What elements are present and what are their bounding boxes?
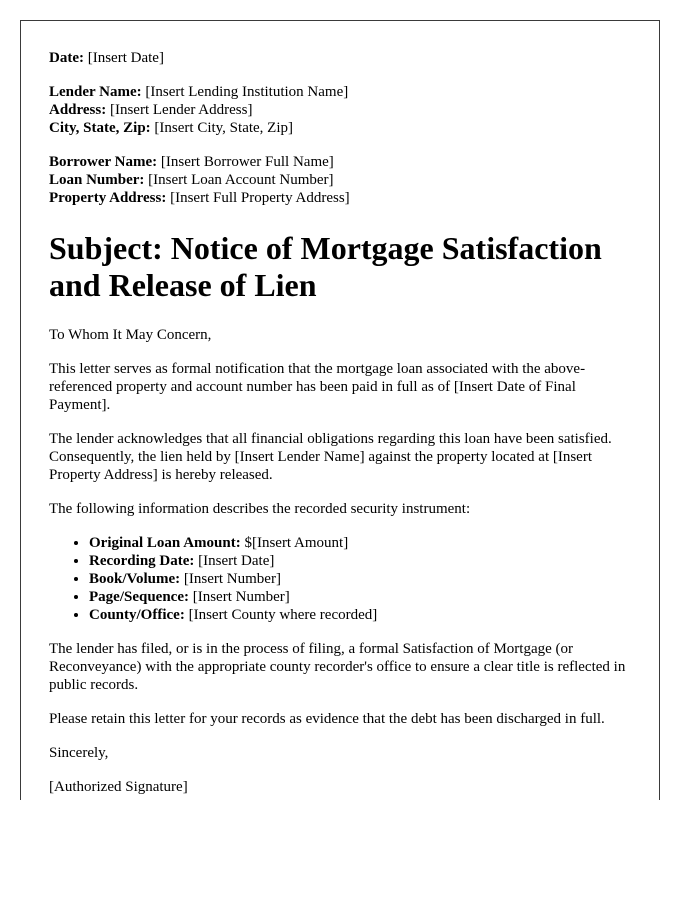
subject-heading: Subject: Notice of Mortgage Satisfaction and Release of Lien (49, 230, 602, 303)
letter-page (20, 20, 660, 800)
list-item-value: $[Insert Amount] (244, 535, 349, 551)
paragraph-instrument-intro: The following information describes the recorded security instrument: (49, 501, 471, 517)
date-value: [Insert Date] (87, 50, 164, 66)
loan-number-line (49, 171, 634, 189)
property-address-line (49, 189, 634, 207)
list-item-value: [Insert Date] (198, 553, 275, 569)
borrower-block (49, 153, 634, 207)
paragraph-lien-release: The lender acknowledges that all financial obligations regarding this loan have been satisfied. Consequently, the lien held by [Insert Lender Name] against the property located at [Insert Property Address] is hereby released. (49, 431, 612, 483)
list-item (89, 570, 634, 588)
list-item-label: Book/Volume: (89, 571, 181, 587)
lender-name-line (49, 83, 634, 101)
list-item (89, 606, 634, 624)
date-line (49, 49, 634, 67)
borrower-name-value: [Insert Borrower Full Name] (160, 154, 334, 170)
borrower-name-label: Borrower Name: (49, 154, 158, 170)
loan-number-value: [Insert Loan Account Number] (148, 172, 334, 188)
list-item-label: Page/Sequence: (89, 589, 189, 605)
list-item-value: [Insert Number] (183, 571, 281, 587)
lender-city-label: City, State, Zip: (49, 120, 151, 136)
date-block (49, 49, 634, 67)
date-label: Date: (49, 50, 84, 66)
lender-name-value: [Insert Lending Institution Name] (145, 84, 349, 100)
property-address-value: [Insert Full Property Address] (170, 190, 350, 206)
lender-name-label: Lender Name: (49, 84, 142, 100)
paragraph-payment-notice: This letter serves as formal notification that the mortgage loan associated with the above-referenced property and account number has been paid in full as of [Insert Date of Final Payment]. (49, 361, 586, 413)
borrower-name-line (49, 153, 634, 171)
list-item (89, 534, 634, 552)
list-item (89, 552, 634, 570)
lender-city-value: [Insert City, State, Zip] (154, 120, 294, 136)
paragraph-filing-notice: The lender has filed, or is in the process of filing, a formal Satisfaction of Mortgage (or Reconveyance) with the appropriate county recorder's office to ensure a clear title is reflected in public records. (49, 641, 626, 693)
paragraph-retain-notice: Please retain this letter for your records as evidence that the debt has been discharged in full. (49, 711, 605, 727)
lender-city-line (49, 119, 634, 137)
lender-address-value: [Insert Lender Address] (109, 102, 253, 118)
lender-address-line (49, 101, 634, 119)
lender-address-label: Address: (49, 102, 107, 118)
signature-line: [Authorized Signature] (49, 779, 188, 795)
salutation: To Whom It May Concern, (49, 327, 212, 343)
list-item (89, 588, 634, 606)
closing: Sincerely, (49, 745, 109, 761)
list-item-label: County/Office: (89, 607, 185, 623)
list-item-value: [Insert Number] (192, 589, 290, 605)
list-item-label: Original Loan Amount: (89, 535, 241, 551)
property-address-label: Property Address: (49, 190, 167, 206)
loan-number-label: Loan Number: (49, 172, 145, 188)
letter-content (49, 49, 634, 800)
list-item-label: Recording Date: (89, 553, 195, 569)
instrument-list (49, 534, 634, 624)
list-item-value: [Insert County where recorded] (188, 607, 378, 623)
lender-block (49, 83, 634, 137)
